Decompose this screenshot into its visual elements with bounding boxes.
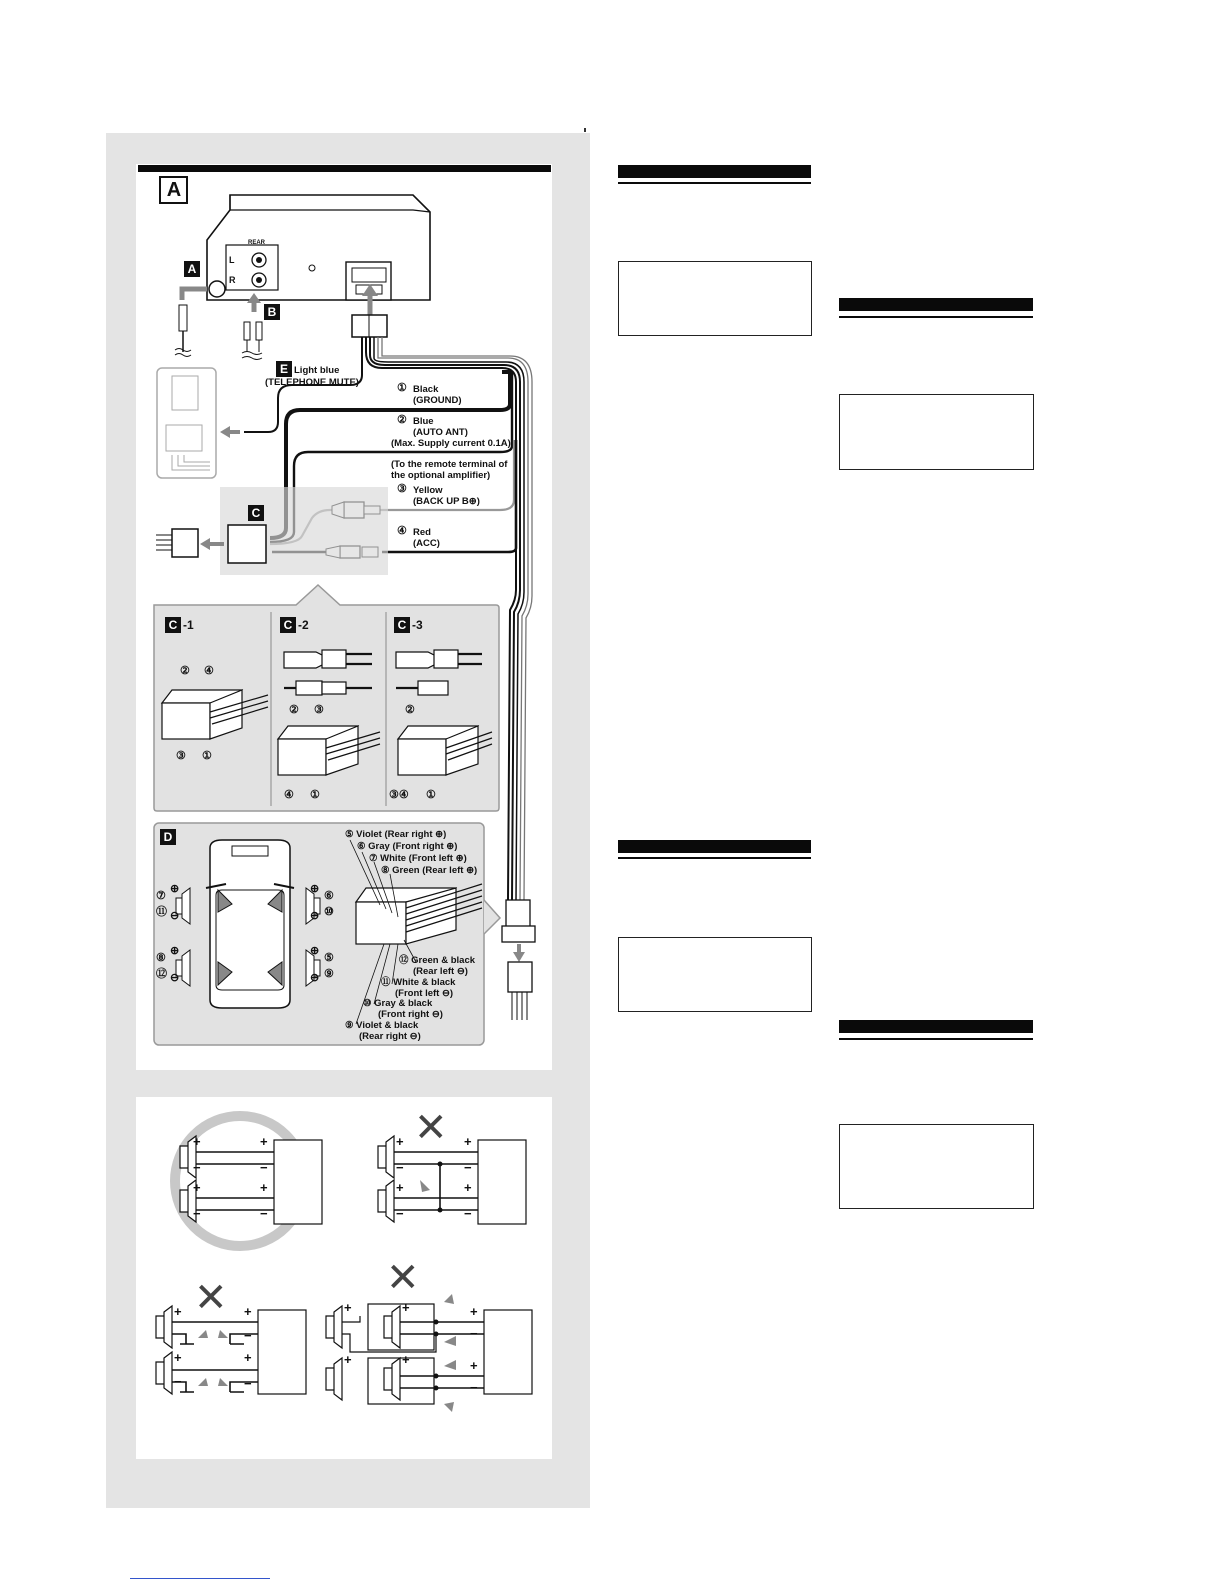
speaker-wire-label: (Front right ⊖)	[378, 1009, 443, 1020]
black-wire-label: Black	[413, 384, 439, 395]
speaker-number: ⑧	[156, 952, 166, 964]
plus-symbol: ⊕	[310, 945, 320, 957]
c3-suffix: -3	[412, 618, 423, 632]
speaker-number: ⑨	[324, 968, 334, 980]
plus-label: +	[402, 1352, 410, 1367]
c1-suffix: -1	[183, 618, 194, 632]
left-channel-label: L	[229, 255, 235, 265]
rear-label: REAR	[248, 240, 266, 246]
minus-label: −	[260, 1160, 268, 1175]
minus-label: −	[470, 1326, 478, 1341]
speaker-number: ⑩	[324, 906, 334, 918]
speaker-wire-label: ⑤ Violet (Rear right ⊕)	[345, 829, 447, 840]
speaker-wire-label: (Rear left ⊖)	[413, 966, 468, 977]
speaker-number: ⑫	[156, 968, 167, 980]
callout-a: A	[184, 261, 200, 277]
incorrect-x-icon: ✕	[414, 1106, 448, 1150]
plus-symbol: ⊕	[310, 883, 320, 895]
blue-wire-number: ②	[397, 414, 407, 426]
minus-symbol: ⊖	[310, 910, 320, 922]
plus-symbol: ⊕	[170, 945, 180, 957]
remote-terminal-note-2: the optional amplifier)	[391, 470, 491, 481]
speaker-wire-label: (Front left ⊖)	[395, 988, 454, 999]
plus-label: +	[244, 1350, 252, 1365]
plus-label: +	[464, 1134, 472, 1149]
c2-pin-label: ②	[289, 704, 299, 716]
plus-label: +	[193, 1180, 201, 1195]
callout-b: B	[264, 304, 280, 320]
speaker-number: ⑥	[324, 890, 334, 902]
c2-suffix: -2	[298, 618, 309, 632]
speaker-wire-label: ⑫ Green & black	[399, 955, 476, 966]
speaker-number: ⑤	[324, 952, 334, 964]
speaker-wire-label: ⑧ Green (Rear left ⊕)	[381, 865, 478, 876]
plus-label: +	[470, 1304, 478, 1319]
right-channel-label: R	[229, 275, 236, 285]
minus-label: −	[193, 1160, 201, 1175]
red-wire-number: ④	[397, 525, 407, 537]
plus-label: +	[174, 1350, 182, 1365]
blue-wire-function: (AUTO ANT)	[413, 427, 468, 438]
plus-label: +	[193, 1134, 201, 1149]
red-wire-label: Red	[413, 527, 431, 538]
c3-letter: C	[394, 617, 410, 633]
minus-label: −	[174, 1374, 182, 1389]
plus-label: +	[402, 1300, 410, 1315]
c3-pin-label: ①	[426, 789, 436, 801]
plus-symbol: ⊕	[170, 883, 180, 895]
c2-pin-label: ①	[310, 789, 320, 801]
blue-wire-label: Blue	[413, 416, 434, 427]
red-wire-function: (ACC)	[413, 538, 440, 549]
c1-pin-label: ①	[202, 750, 212, 762]
black-wire-function: (GROUND)	[413, 395, 462, 406]
yellow-wire-function: (BACK UP B⊕)	[413, 496, 480, 507]
plus-label: +	[260, 1134, 268, 1149]
speaker-wire-label: ⑦ White (Front left ⊕)	[369, 853, 467, 864]
speaker-wire-label: ⑩ Gray & black	[363, 998, 433, 1009]
minus-label: −	[396, 1206, 404, 1221]
plus-label: +	[464, 1180, 472, 1195]
plus-label: +	[174, 1304, 182, 1319]
minus-label: −	[193, 1206, 201, 1221]
minus-symbol: ⊖	[310, 972, 320, 984]
remote-terminal-note-1: (To the remote terminal of	[391, 459, 508, 470]
minus-label: −	[244, 1376, 252, 1391]
telephone-mute-label-2: (TELEPHONE MUTE)	[265, 377, 359, 388]
plus-label: +	[470, 1358, 478, 1373]
speaker-wire-label: (Rear right ⊖)	[359, 1031, 421, 1042]
speaker-wire-label: ⑥ Gray (Front right ⊕)	[357, 841, 458, 852]
callout-e: E	[276, 361, 292, 377]
minus-symbol: ⊖	[170, 972, 180, 984]
yellow-wire-number: ③	[397, 483, 407, 495]
plus-label: +	[396, 1180, 404, 1195]
minus-label: −	[260, 1206, 268, 1221]
speaker-number: ⑪	[156, 906, 167, 918]
plus-label: +	[260, 1180, 268, 1195]
callout-d: D	[160, 829, 176, 845]
c1-pin-label: ②	[180, 665, 190, 677]
c1-letter: C	[165, 617, 181, 633]
plus-label: +	[244, 1304, 252, 1319]
minus-label: −	[464, 1160, 472, 1175]
plus-label: +	[344, 1300, 352, 1315]
c2-pin-label: ④	[284, 789, 294, 801]
minus-label: −	[244, 1328, 252, 1343]
minus-label: −	[470, 1380, 478, 1395]
speaker-wire-label: ⑪ White & black	[381, 977, 456, 988]
c3-pin-label: ②	[405, 704, 415, 716]
plus-label: +	[344, 1352, 352, 1367]
yellow-wire-label: Yellow	[413, 485, 443, 496]
incorrect-x-icon: ✕	[194, 1276, 228, 1320]
incorrect-x-icon: ✕	[386, 1256, 420, 1300]
telephone-mute-label-1: Light blue	[294, 365, 340, 376]
section-a-label: A	[166, 179, 182, 201]
c1-pin-label: ④	[204, 665, 214, 677]
callout-c: C	[248, 505, 264, 521]
minus-label: −	[396, 1160, 404, 1175]
c3-pin-label: ③④	[389, 789, 409, 801]
speaker-number: ⑦	[156, 890, 166, 902]
minus-label: −	[464, 1206, 472, 1221]
minus-symbol: ⊖	[170, 910, 180, 922]
black-wire-number: ①	[397, 382, 407, 394]
speaker-wire-label: ⑨ Violet & black	[345, 1020, 419, 1031]
c2-pin-label: ③	[314, 704, 324, 716]
c2-letter: C	[280, 617, 296, 633]
c1-pin-label: ③	[176, 750, 186, 762]
blue-wire-current: (Max. Supply current 0.1A)	[391, 438, 511, 449]
plus-label: +	[396, 1134, 404, 1149]
